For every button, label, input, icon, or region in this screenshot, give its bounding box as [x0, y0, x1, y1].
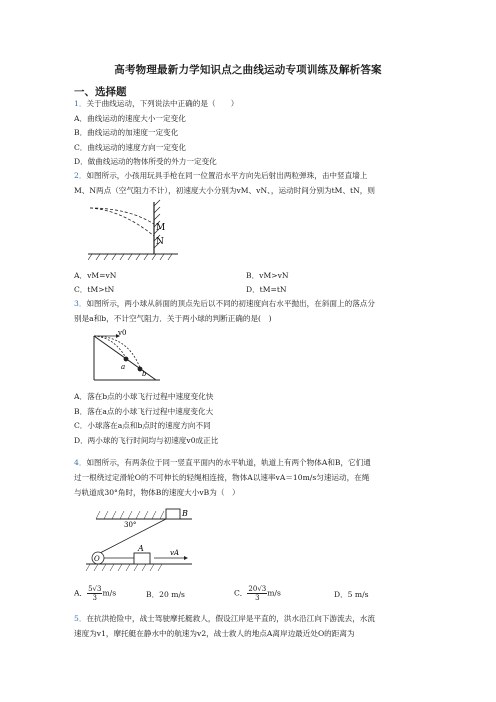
q4-stem-line2: 过一根绕过定滑轮O的不可伸长的轻绳相连接，物体A以速率vA＝10m/s匀速运动，在绳: [74, 473, 370, 482]
q3-option-a: A．落在b点的小球飞行过程中速度变化快: [74, 392, 214, 401]
q1-number: 1．: [74, 99, 87, 108]
q3-option-b: B．落在a点的小球飞行过程中速度变化大: [74, 407, 214, 416]
q4-option-c-prefix: C．: [234, 588, 248, 598]
q4-option-c: [234, 585, 281, 602]
q2-option-b: B．vM>vN: [246, 271, 289, 280]
q4-label-va: vA: [170, 549, 180, 557]
q3-figure: [88, 328, 168, 386]
q3-option-d: D．两小球的飞行时间均与初速度v0成正比: [74, 436, 219, 445]
q3-option-c: C．小球落在a点和b点时的速度方向不同: [74, 421, 211, 430]
q2-option-d: D．tM=tN: [246, 285, 287, 294]
q2-option-c: C．tM>tN: [74, 285, 115, 294]
q1-text: 关于曲线运动，下列说法中正确的是（ ）: [86, 99, 239, 108]
q2-label-n: N: [156, 237, 164, 247]
q4-option-d: D．5 m/s: [334, 590, 369, 599]
q2-stem-line1: [74, 171, 367, 181]
q3-stem-line1: [74, 299, 375, 309]
q2-text-1: 如图所示，小孩用玩具手枪在同一位置沿水平方向先后射出两粒弹珠，击中竖直墙上: [86, 171, 368, 180]
q3-label-v0: v0: [118, 329, 127, 337]
q4-label-b: B: [182, 509, 188, 518]
q4-option-a-unit: m/s: [102, 588, 117, 598]
q4-option-c-fraction: [247, 585, 267, 602]
q1-stem: [74, 99, 238, 109]
q2-stem-line2: M、N两点（空气阻力不计），初速度大小分别为vM、vN、，运动时间分别为tM、tN，则: [74, 186, 375, 195]
q3-label-b: b: [142, 370, 147, 378]
q4-number: 4．: [74, 458, 87, 467]
q1-option-d: D．做曲线运动的物体所受的外力一定变化: [74, 157, 217, 166]
q2-figure: [88, 198, 178, 262]
section-heading: 一、选择题: [74, 86, 127, 98]
q4-figure: [80, 505, 192, 575]
q4-option-c-numerator: 20√3: [248, 585, 267, 593]
q1-option-a: A．曲线运动的速度大小一定变化: [74, 114, 186, 123]
q1-option-b: B．曲线运动的加速度一定变化: [74, 128, 179, 137]
q5-number: 5．: [74, 614, 87, 623]
q4-option-a-numerator: 5√3: [88, 585, 102, 593]
q4-option-a-fraction: [87, 585, 102, 602]
q4-label-angle: 30°: [124, 521, 137, 529]
q4-label-o: O: [94, 555, 100, 563]
q4-label-a: A: [138, 544, 144, 553]
q4-option-a-denominator: 3: [92, 594, 97, 602]
document-title: 高考物理最新力学知识点之曲线运动专项训练及解析答案: [114, 64, 382, 76]
q4-option-a-prefix: A．: [74, 588, 88, 598]
q4-option-a: [74, 585, 116, 602]
q2-option-a: A．vM=vN: [74, 271, 117, 280]
q5-text-1: 在抗洪抢险中，战士驾驶摩托艇救人，假设江岸是平直的，洪水沿江向下游流去，水流: [86, 614, 375, 623]
q5-stem-line1: [74, 614, 375, 624]
q1-option-c: C．曲线运动的速度方向一定变化: [74, 143, 187, 152]
q4-stem-line3: 与轨道成30°角时，物体B的速度大小vB为（ ）: [74, 488, 240, 497]
q2-label-m: M: [156, 223, 166, 233]
q5-stem-line2: 速度为v1，摩托艇在静水中的航速为v2，战士救人的地点A离岸边最近处O的距离为: [74, 629, 355, 638]
q4-option-c-unit: m/s: [267, 588, 281, 598]
q4-text-1: 如图所示，有两条位于同一竖直平面内的水平轨道，轨道上有两个物体A和B，它们通: [86, 458, 371, 467]
q4-stem-line1: [74, 458, 371, 468]
q3-label-a: a: [121, 363, 126, 371]
q2-number: 2．: [74, 171, 87, 180]
q4-option-c-denominator: 3: [255, 594, 260, 602]
q3-number: 3．: [74, 299, 87, 308]
q3-text-1: 如图所示，两小球从斜面的顶点先后以不同的初速度向右水平抛出，在斜面上的落点分: [86, 299, 375, 308]
q3-stem-line2: 别是a和b，不计空气阻力．关于两小球的判断正确的是( ): [74, 314, 272, 323]
q4-option-b: B．20 m/s: [146, 590, 185, 599]
